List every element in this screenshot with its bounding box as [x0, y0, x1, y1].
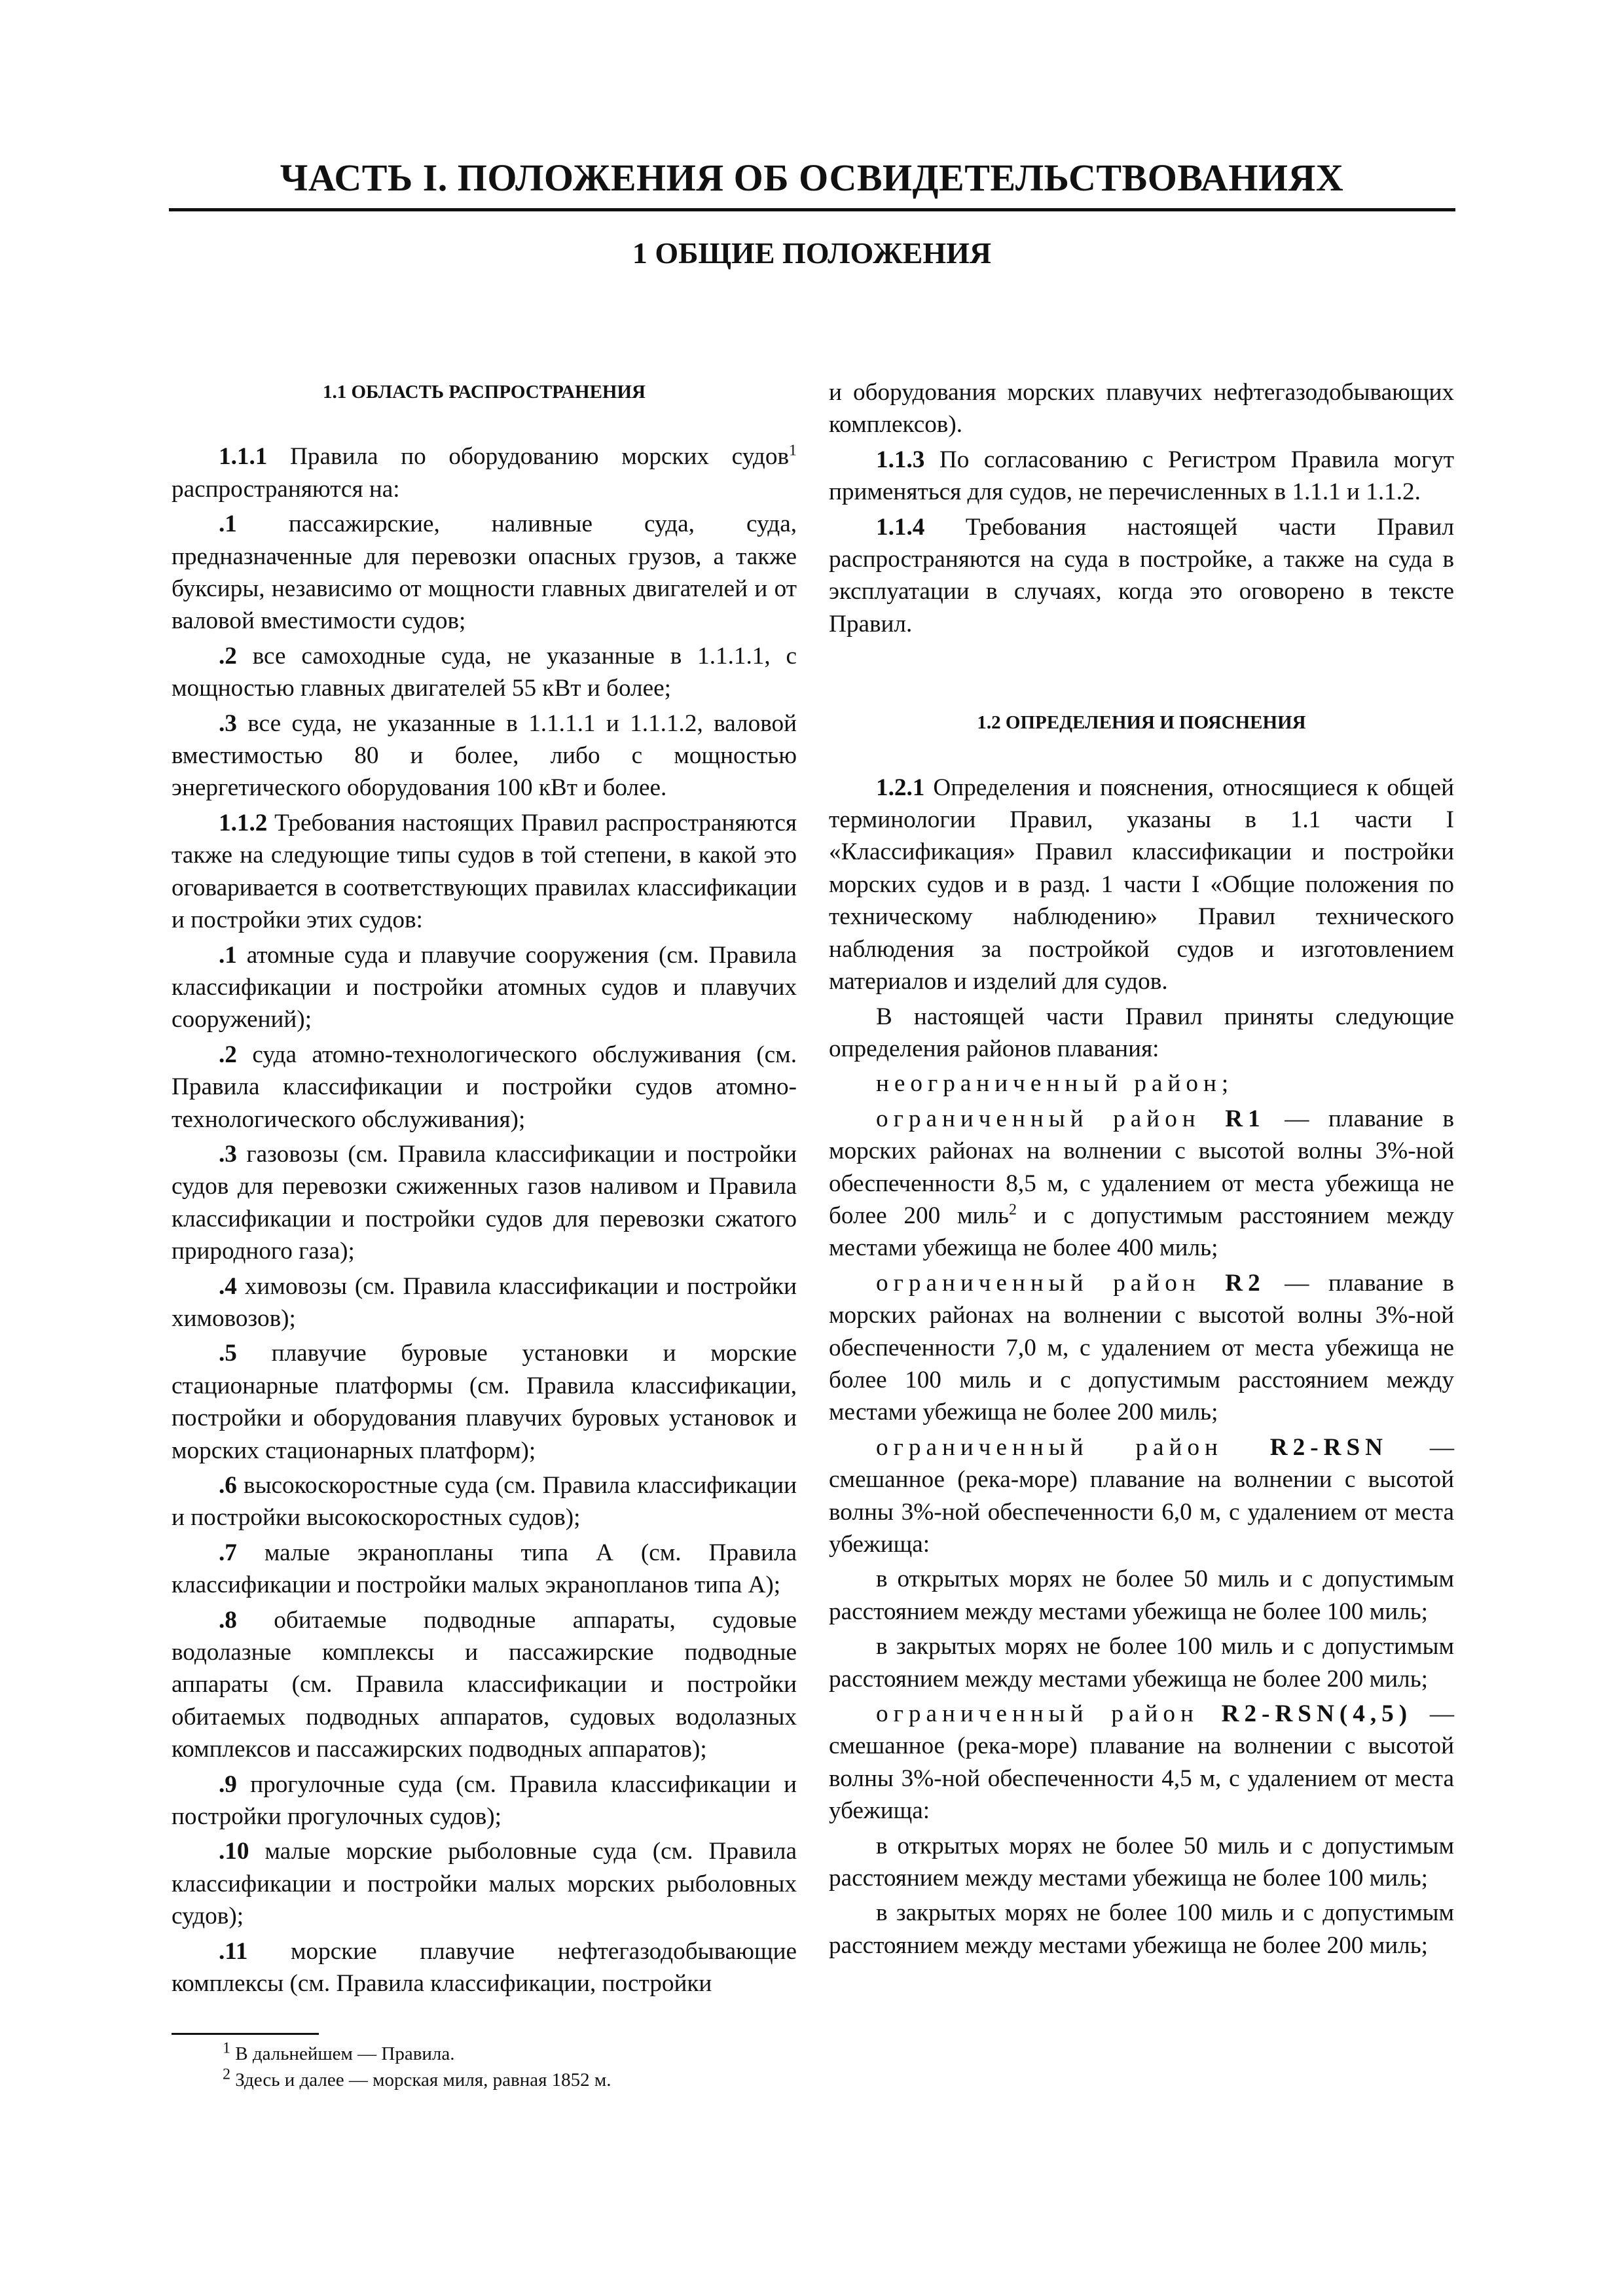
paragraph-continuation: и оборудования морских плавучих нефтегазодобывающих комплексов). [829, 379, 1454, 439]
section-heading-1-1: 1.1 ОБЛАСТЬ РАСПРОСТРАНЕНИЯ [323, 382, 646, 403]
footnote-1: $^1$ В дальнейшем — Правила. [223, 2039, 455, 2064]
right-column [829, 376, 1454, 1964]
list-item-1-1-2-7: .7 малые экранопланы типа А (см. Правила классификации и постройки малых экранопланов типа А); [172, 1539, 797, 1599]
list-item-1-1-2-1: .1 атомные суда и плавучие сооружения (см. Правила классификации и постройки атомных судов и плавучих сооружений); [172, 941, 797, 1033]
list-item-1-1-2-10: .10 малые морские рыболовные суда (см. Правила классификации и постройки малых морских рыболовных судов); [172, 1838, 797, 1930]
paragraph-1-1-3: 1.1.3 По согласованию с Регистром Правила могут применяться для судов, не перечисленных в 1.1.1 и 1.1.2. [829, 446, 1454, 506]
part-title: ЧАСТЬ I. ПОЛОЖЕНИЯ ОБ ОСВИДЕТЕЛЬСТВОВАНИЯХ [280, 156, 1344, 199]
definition-r2-rsn45-closed-seas: в закрытых морях не более 100 миль и с допустимым расстоянием между местами убежища не более 200 миль; [829, 1899, 1454, 1959]
paragraph-definitions-intro: В настоящей части Правил приняты следующие определения районов плавания: [829, 1003, 1454, 1062]
paragraph-1-1-4: 1.1.4 Требования настоящей части Правил распространяются на суда в постройке, а также на суда в эксплуатации в случаях, когда это оговорено в тексте Правил. [829, 513, 1454, 637]
footnote-ref-1: 1 [789, 442, 797, 460]
list-item-1-1-2-8: .8 обитаемые подводные аппараты, судовые водолазные комплексы и пассажирские подводные аппараты (см. Правила классификации и постройки обитаемых подводных аппаратов, судовых водолазных комплексов и пассажирских подводных аппаратов); [172, 1606, 797, 1763]
section-heading-1-2: 1.2 ОПРЕДЕЛЕНИЯ И ПОЯСНЕНИЯ [977, 712, 1306, 734]
list-item-1-1-2-2: .2 суда атомно-технологического обслуживания (см. Правила классификации и постройки судов атомно-технологического обслуживания); [172, 1041, 797, 1133]
list-item-1-1-2-11: .11 морские плавучие нефтегазодобывающие комплексы (см. Правила классификации, постройки [172, 1937, 797, 1998]
footnote-ref-2: 2 [1008, 1201, 1017, 1219]
footnote-2: $^2$ Здесь и далее — морская миля, равная 1852 м. [223, 2066, 611, 2090]
definition-r2-rsn45: ограниченный район R2-RSN(4,5) — смешанное (река-море) плавание на волнении с высотой волны 3%-ной обеспеченности 4,5 м, с удалением от места убежища: [829, 1700, 1455, 1825]
list-item-1-1-1-1: .1 пассажирские, наливные суда, суда, предназначенные для перевозки опасных грузов, а также буксиры, независимо от мощности главных двигателей и от валовой вместимости судов; [172, 511, 797, 635]
list-item-1-1-1-2: .2 все самоходные суда, не указанные в 1.1.1.1, с мощностью главных двигателей 55 кВт и более; [172, 642, 797, 702]
definition-r2-rsn: ограниченный район R2-RSN — смешанное (река-море) плавание на волнении с высотой волны 3%-ной обеспеченности 6,0 м, с удалением от места убежища: [829, 1433, 1454, 1558]
definition-unrestricted: неограниченный район; [876, 1070, 1234, 1098]
definition-r2-rsn45-open-seas: в открытых морях не более 50 миль и с допустимым расстоянием между местами убежища не более 100 миль; [829, 1832, 1454, 1892]
paragraph-1-1-2: 1.1.2 Требования настоящих Правил распространяются также на следующие типы судов в той степени, в какой это оговаривается в соответствующих правилах классификации и постройки этих судов: [172, 809, 797, 934]
definition-r1: ограниченный район R1 — плавание в морских районах на волнении с высотой волны 3%-ной обеспеченности 8,5 м, с удалением от места убежища не более 200 миль$^2$ и с допустимым расстоянием между местами убежища не более 400 миль; [829, 1105, 1455, 1262]
list-item-1-1-1-3: .3 все суда, не указанные в 1.1.1.1 и 1.1.1.2, валовой вместимостью 80 и более, либо с мощностью энергетического оборудования 100 кВт и более. [172, 709, 797, 802]
paragraph-1-1-1: 1.1.1 Правила по оборудованию морских судов$^1$ распространяются на: [172, 442, 797, 503]
left-column [172, 376, 797, 2003]
list-item-1-1-2-6: .6 высокоскоростные суда (см. Правила классификации и постройки высокоскоростных судов); [172, 1472, 797, 1532]
title-rule [169, 208, 1455, 211]
paragraph-1-2-1: 1.2.1 Определения и пояснения, относящиеся к общей терминологии Правил, указаны в 1.1 части I «Классификация» Правил классификации и постройки морских судов и в разд. 1 части I «Общие положения по техническому наблюдению» Правил технического наблюдения за постройкой судов и изготовлением материалов и изделий для судов. [829, 774, 1454, 996]
list-item-1-1-2-9: .9 прогулочные суда (см. Правила классификации и постройки прогулочных судов); [172, 1770, 797, 1831]
definition-r2: ограниченный район R2 — плавание в морских районах на волнении с высотой волны 3%-ной обеспеченности 7,0 м, с удалением от места убежища не более 100 миль и с допустимым расстоянием между местами убежища не более 200 миль; [829, 1269, 1454, 1426]
definition-r2-rsn-open-seas: в открытых морях не более 50 миль и с допустимым расстоянием между местами убежища не более 100 миль; [829, 1566, 1454, 1625]
list-item-1-1-2-4: .4 химовозы (см. Правила классификации и постройки химовозов); [172, 1272, 797, 1332]
list-item-1-1-2-3: .3 газовозы (см. Правила классификации и постройки судов для перевозки сжиженных газов наливом и Правила классификации и постройки судов для перевозки сжатого природного газа); [172, 1140, 797, 1265]
definition-r2-rsn-closed-seas: в закрытых морях не более 100 миль и с допустимым расстоянием между местами убежища не более 200 миль; [829, 1633, 1454, 1693]
footnote-rule [172, 2033, 319, 2035]
footnotes [223, 2041, 611, 2093]
list-item-1-1-2-5: .5 плавучие буровые установки и морские стационарные платформы (см. Правила классификации, постройки и оборудования плавучих буровых установок и морских стационарных платформ); [172, 1340, 797, 1464]
chapter-title: 1 ОБЩИЕ ПОЛОЖЕНИЯ [632, 236, 992, 270]
